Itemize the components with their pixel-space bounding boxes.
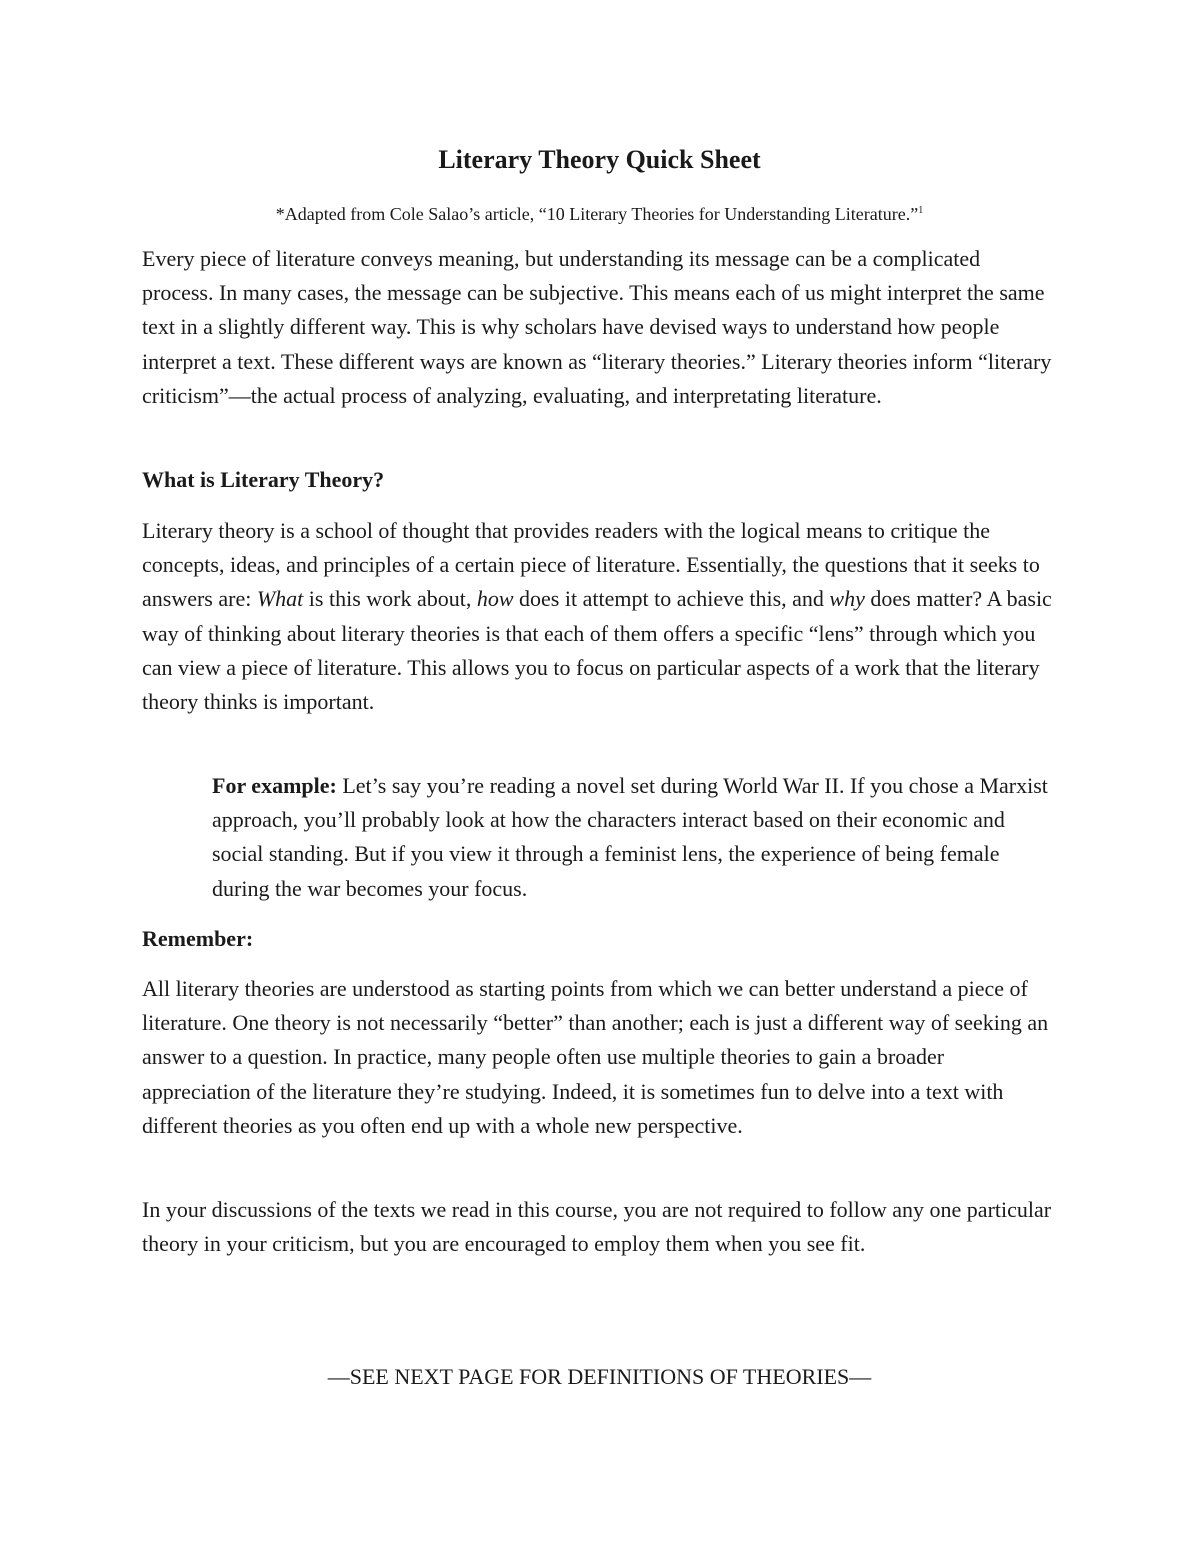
- emphasis-how: how: [476, 586, 514, 612]
- definition-text-d: does matter? A basic way of thinking about literary theories is that each of them offers a specific “lens” through which you can view a piece of literature. This allows you to focus on particular aspects of a work that the literary theory thinks is important.: [142, 586, 1052, 715]
- intro-paragraph: Every piece of literature conveys meaning, but understanding its message can be a complicated process. In many cases, the message can be subjective. This means each of us might interpret the same text in a slightly different way. This is why scholars have devised ways to understand how people interpret a text. These different ways are known as “literary theories.” Literary theories inform “literary criticism”—the actual process of analyzing, evaluating, and interpretating literature.: [142, 246, 1052, 408]
- definition-text-a: Literary theory is a school of thought that provides readers with the logical means to critique the concepts, ideas, and principles of a certain piece of literature. Essentially, the questions that it seeks to answers are:: [142, 518, 1040, 612]
- course-paragraph: In your discussions of the texts we read in this course, you are not required to follow any one particular theory in your criticism, but you are encouraged to employ them when you see fit.: [142, 1197, 1052, 1257]
- example-block: [212, 769, 1057, 906]
- example-text: Let’s say you’re reading a novel set during World War II. If you chose a Marxist approach, you’ll probably look at how the characters interact based on their economic and social standing. But if you view it through a feminist lens, the experience of being female during the war becomes your focus.: [212, 773, 1048, 901]
- definition-text-c: does it attempt to achieve this, and: [513, 586, 830, 612]
- section-heading-remember: Remember:: [142, 926, 254, 951]
- source-attribution-text: *Adapted from Cole Salao’s article, “10 Literary Theories for Understanding Literature.”: [275, 204, 919, 224]
- source-attribution: [142, 198, 1057, 227]
- page-title: Literary Theory Quick Sheet: [438, 145, 761, 174]
- next-page-notice: —SEE NEXT PAGE FOR DEFINITIONS OF THEORIES—: [327, 1364, 872, 1389]
- footnote-marker: 1: [918, 205, 924, 216]
- definition-paragraph: [142, 514, 1057, 719]
- definition-text-b: is this work about,: [303, 586, 477, 612]
- remember-paragraph: All literary theories are understood as starting points from which we can better understand a piece of literature. One theory is not necessarily “better” than another; each is just a different way of seeking an answer to a question. In practice, many people often use multiple theories to gain a broader appreciation of the literature they’re studying. Indeed, it is sometimes fun to delve into a text with different theories as you often end up with a whole new perspective.: [142, 976, 1049, 1138]
- section-heading-what-is: What is Literary Theory?: [142, 467, 385, 492]
- emphasis-why: why: [829, 586, 865, 612]
- example-label: For example:: [212, 773, 337, 798]
- emphasis-what: What: [256, 586, 304, 612]
